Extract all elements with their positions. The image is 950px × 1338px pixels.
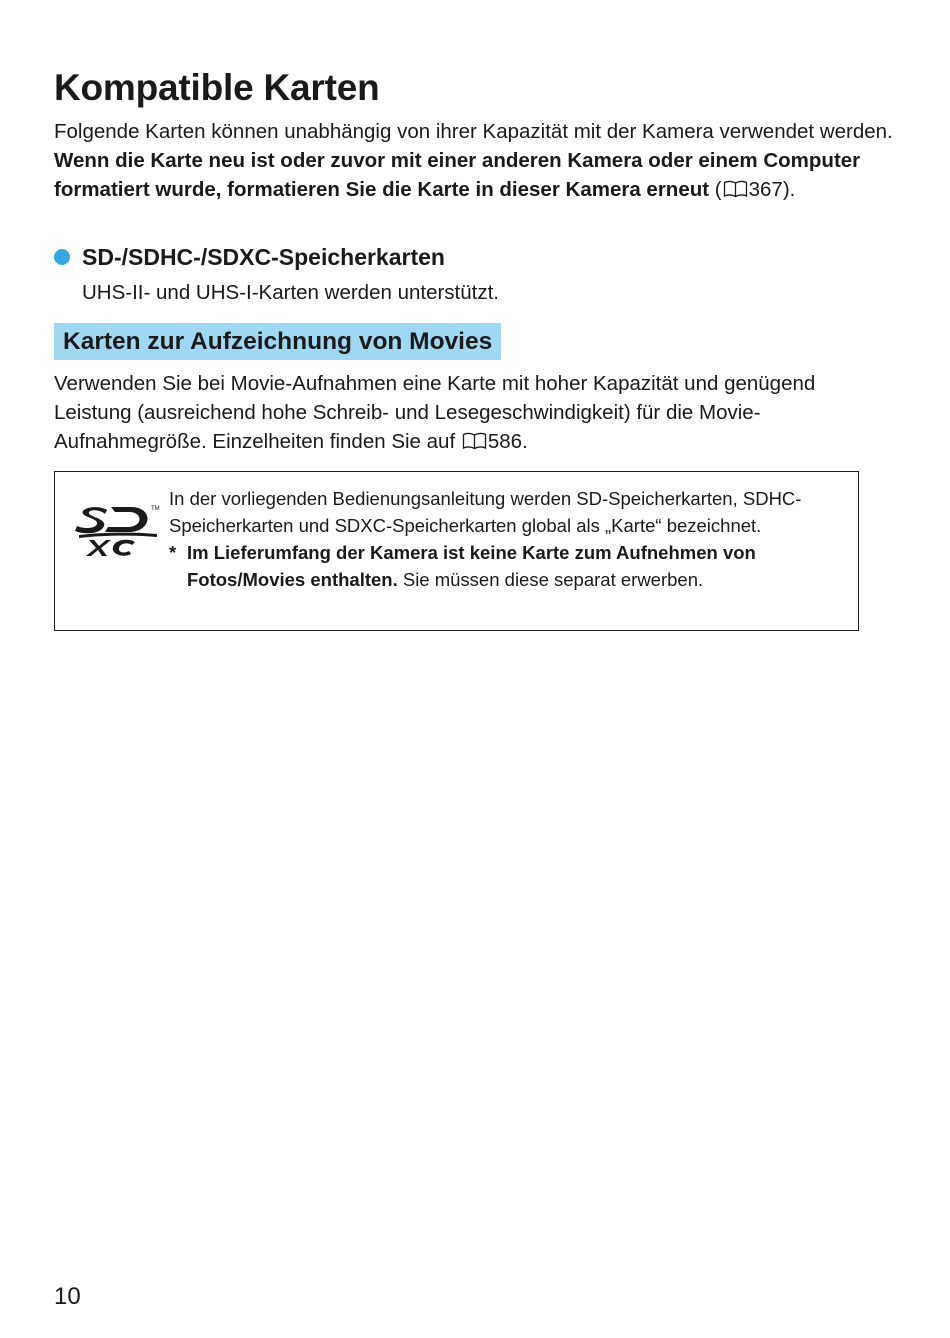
page-title: Kompatible Karten: [54, 67, 380, 108]
movies-text: Verwenden Sie bei Movie-Aufnahmen eine Karte mit hoher Kapazität und genügend Leistung (ausreichend hohe Schreib- und Lesegeschwindigkeit) für die Movie-Aufnahmegröße. Einzelheiten finden Sie auf: [54, 372, 816, 453]
page-number: 10: [54, 1283, 81, 1310]
movies-ref-page[interactable]: 586: [487, 429, 523, 453]
note-text: [169, 485, 853, 593]
logo-tm: TM: [151, 506, 160, 512]
intro-ref-close: ).: [782, 177, 796, 201]
intro-text: Folgende Karten können unabhängig von ihrer Kapazität mit der Kamera verwendet werden.: [54, 120, 893, 143]
card-type-text: UHS-II- und UHS-I-Karten werden unterstützt.: [82, 281, 499, 304]
note-star-asterisk: *: [169, 542, 177, 563]
movies-paragraph: [54, 370, 894, 456]
intro-bold-text: Wenn die Karte neu ist oder zuvor mit einer anderen Kamera oder einem Computer formatiert wurde, formatieren Sie die Karte in dieser Kamera erneut: [54, 148, 861, 201]
book-icon: [723, 180, 748, 198]
movies-section-heading: [54, 323, 501, 360]
card-type-heading-text: SD-/SDHC-/SDXC-Speicherkarten: [82, 244, 445, 270]
note-star-item: [169, 539, 853, 593]
note-star-bold: Im Lieferumfang der Kamera ist keine Karte zum Aufnehmen von Fotos/Movies enthalten.: [187, 542, 756, 590]
intro-ref-page[interactable]: 367: [748, 177, 783, 201]
note-star-content: [187, 539, 853, 593]
note-star-text: Sie müssen diese separat erwerben.: [397, 569, 704, 590]
note-main-text: In der vorliegenden Bedienungsanleitung werden SD-Speicherkarten, SDHC-Speicherkarten und SDXC-Speicherkarten global als „Karte“ bezeichnet.: [169, 488, 802, 536]
sdxc-logo-icon: [73, 502, 163, 558]
note-box: [54, 471, 859, 631]
bullet-dot-icon: [54, 249, 70, 265]
card-type-heading: [54, 242, 445, 272]
intro-ref-open: (: [709, 177, 722, 201]
movies-ref-end: .: [522, 429, 528, 453]
book-icon: [462, 432, 487, 450]
movies-section-heading-text: Karten zur Aufzeichnung von Movies: [63, 327, 493, 355]
intro-paragraph: [54, 118, 894, 204]
